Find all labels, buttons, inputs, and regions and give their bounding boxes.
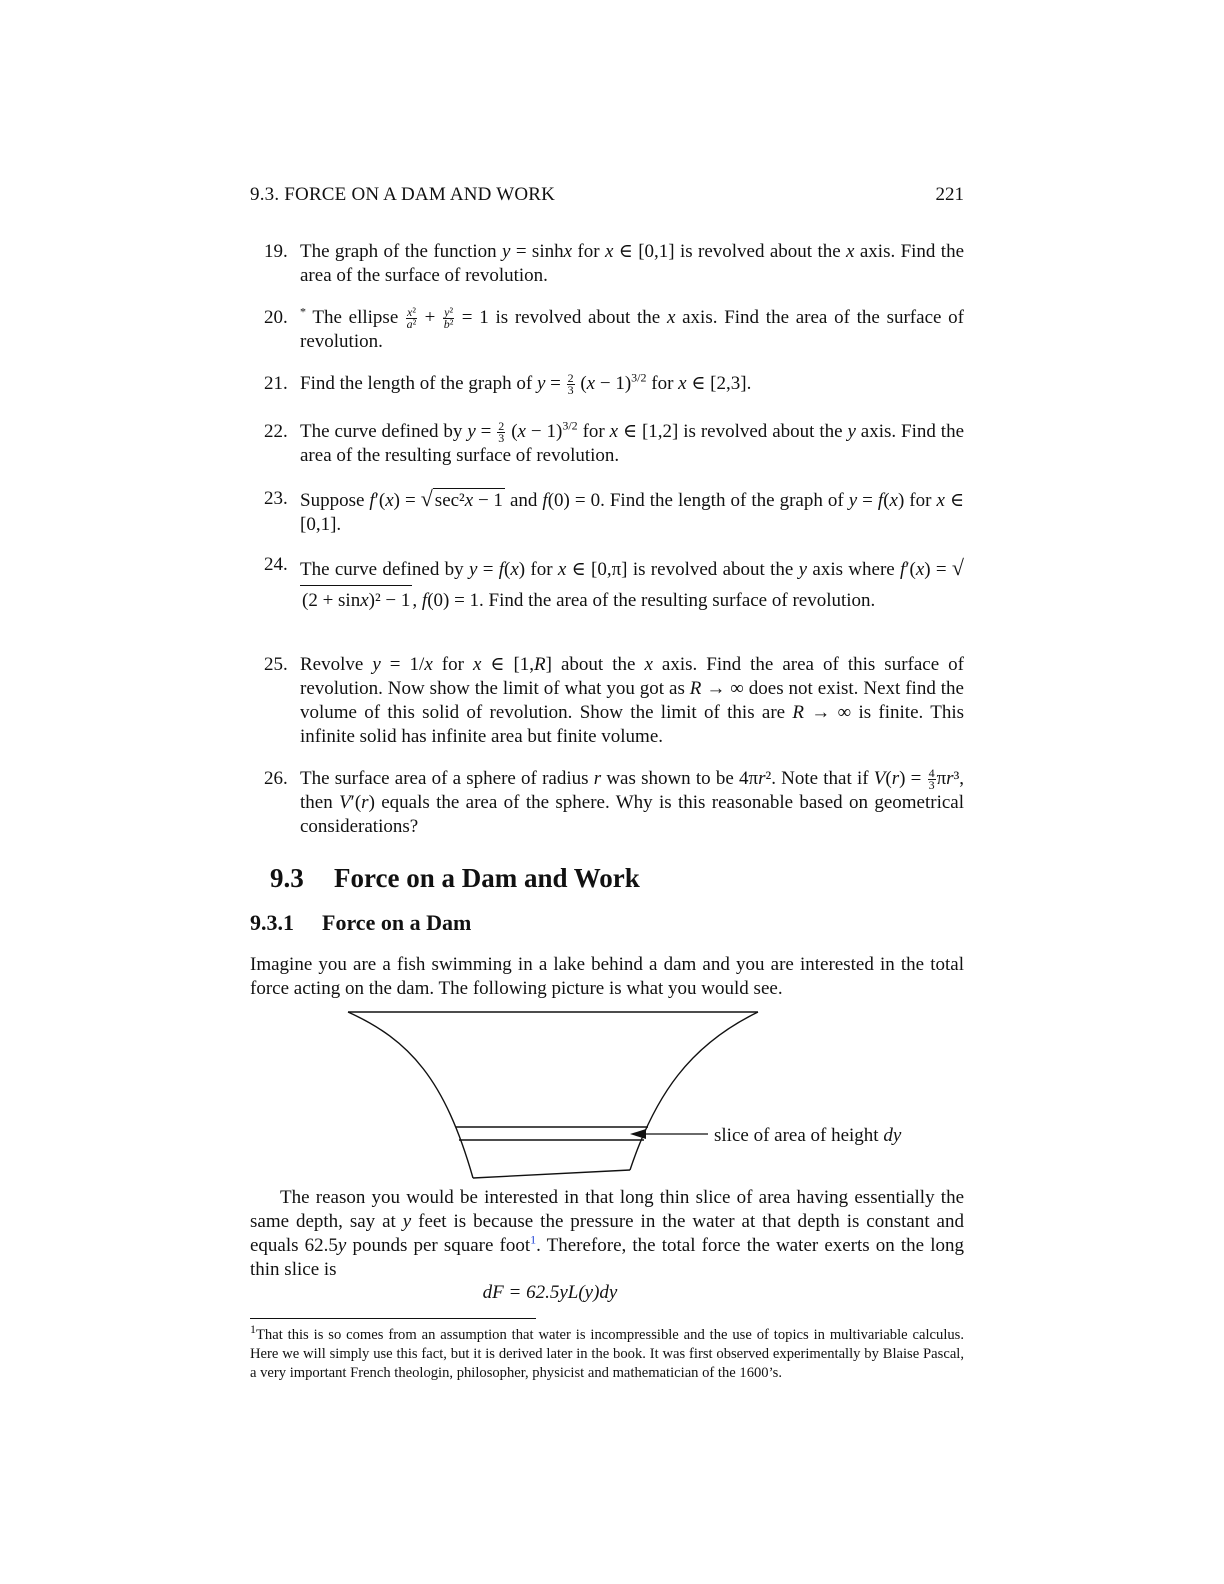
exercise-text: The curve defined by y = f(x) for x ∈ [0,π] is revolved about the y axis where f′(x) = √(2 + sinx)² − 1 , f(0) = 1. Find the area of the resulting surface of revolution. <box>300 553 964 616</box>
section-number: 9.3 <box>270 863 304 893</box>
exercise-text: The curve defined by y = $\frac{2}{3}$ $(x - 1)^{3/2}$ for x ∈ [1,2] is revolved about the y axis. Find the area of the resulting surface of revolution. <box>300 418 965 467</box>
subsection-title-text: Force on a Dam <box>322 910 472 935</box>
exercise-number: 22. <box>264 421 288 442</box>
intro-paragraph: Imagine you are a fish swimming in a lake behind a dam and you are interested in the total force acting on the dam. The following picture is what you would see. <box>250 954 964 999</box>
exercise-text: The graph of the function y = sinhx for x ∈ [0,1] is revolved about the x axis. Find the area of the surface of revolution. <box>300 241 965 286</box>
body-paragraph: The reason you would be interested in that long thin slice of area having essentially the same depth, say at y feet is because the pressure in the water at that depth is constant and equals 62.5y pounds per square foot$^1$. Therefore, the total force the water exerts on the long thin slice is <box>250 1187 964 1280</box>
exercise-20 <box>264 306 964 354</box>
exercise-text: Suppose f′(x) = √ sec²x − 1 and f(0) = 0. Find the length of the graph of y = f(x) for x ∈ [0,1]. <box>300 486 965 535</box>
dam-left-wall <box>348 1012 473 1178</box>
exercise-number: 25. <box>264 654 288 675</box>
dam-bottom <box>473 1170 630 1178</box>
exercise-text: * The ellipse $\frac{\text{x²}}{\text{a²}}$ + $\frac{\text{y²}}{\text{b²}}$ = 1 is revolved about the x axis. Find the area of the surface of revolution. <box>300 304 964 353</box>
arrow-head <box>630 1129 646 1139</box>
section-title-text: Force on a Dam and Work <box>334 863 640 893</box>
exercise-number: 24. <box>264 554 288 575</box>
exercise-number: 20. <box>264 307 288 328</box>
section-title <box>270 863 640 894</box>
slice-label: slice of area of height dy <box>714 1125 902 1146</box>
exercise-21 <box>264 372 964 396</box>
footnote-rule <box>250 1318 536 1319</box>
exercise-24 <box>264 553 964 616</box>
exercise-number: 26. <box>264 768 288 789</box>
exercise-number: 23. <box>264 488 288 509</box>
exercise-26 <box>264 767 964 839</box>
footnote: $^1$That this is so comes from an assumption that water is incompressible and the use of topics in multivariable calculus. Here we will simply use this fact, but it is derived later in the book. It was first observed experimentally by Blaise Pascal, a very important French theologin, philosopher, physicist and mathematician of the 1600’s. <box>250 1322 964 1381</box>
subsection-number: 9.3.1 <box>250 910 294 935</box>
page <box>250 0 964 1584</box>
exercise-25 <box>264 653 964 749</box>
exercise-number: 19. <box>264 241 288 262</box>
exercise-22 <box>264 420 964 468</box>
page-number: 221 <box>935 184 964 205</box>
exercise-23 <box>264 487 964 537</box>
exercise-number: 21. <box>264 373 288 394</box>
equation: dF = 62.5yL(y)dy <box>482 1282 618 1303</box>
exercise-text: Revolve y = 1/x for x ∈ [1,R] about the x axis. Find the area of this surface of revolution. Now show the limit of what you got as R → ∞ does not exist. Next find the volume of this solid of revolution. Show the limit of this are R → ∞ is finite. This infinite solid has infinite area but finite volume. <box>300 654 965 747</box>
subsection-title <box>250 910 471 936</box>
dam-diagram <box>340 1000 940 1190</box>
exercise-19 <box>264 240 964 288</box>
dam-right-wall <box>630 1012 758 1170</box>
exercise-text: Find the length of the graph of y = $\frac{2}{3}$ $(x - 1)^{3/2}$ for x ∈ [2,3]. <box>300 370 752 398</box>
exercise-text: The surface area of a sphere of radius r was shown to be 4πr². Note that if V(r) = $\frac{4}{3}$ πr³, then V′(r) equals the area of the sphere. Why is this reasonable based on geometrical considerations? <box>300 766 965 838</box>
header-section: 9.3. FORCE ON A DAM AND WORK <box>250 184 556 205</box>
